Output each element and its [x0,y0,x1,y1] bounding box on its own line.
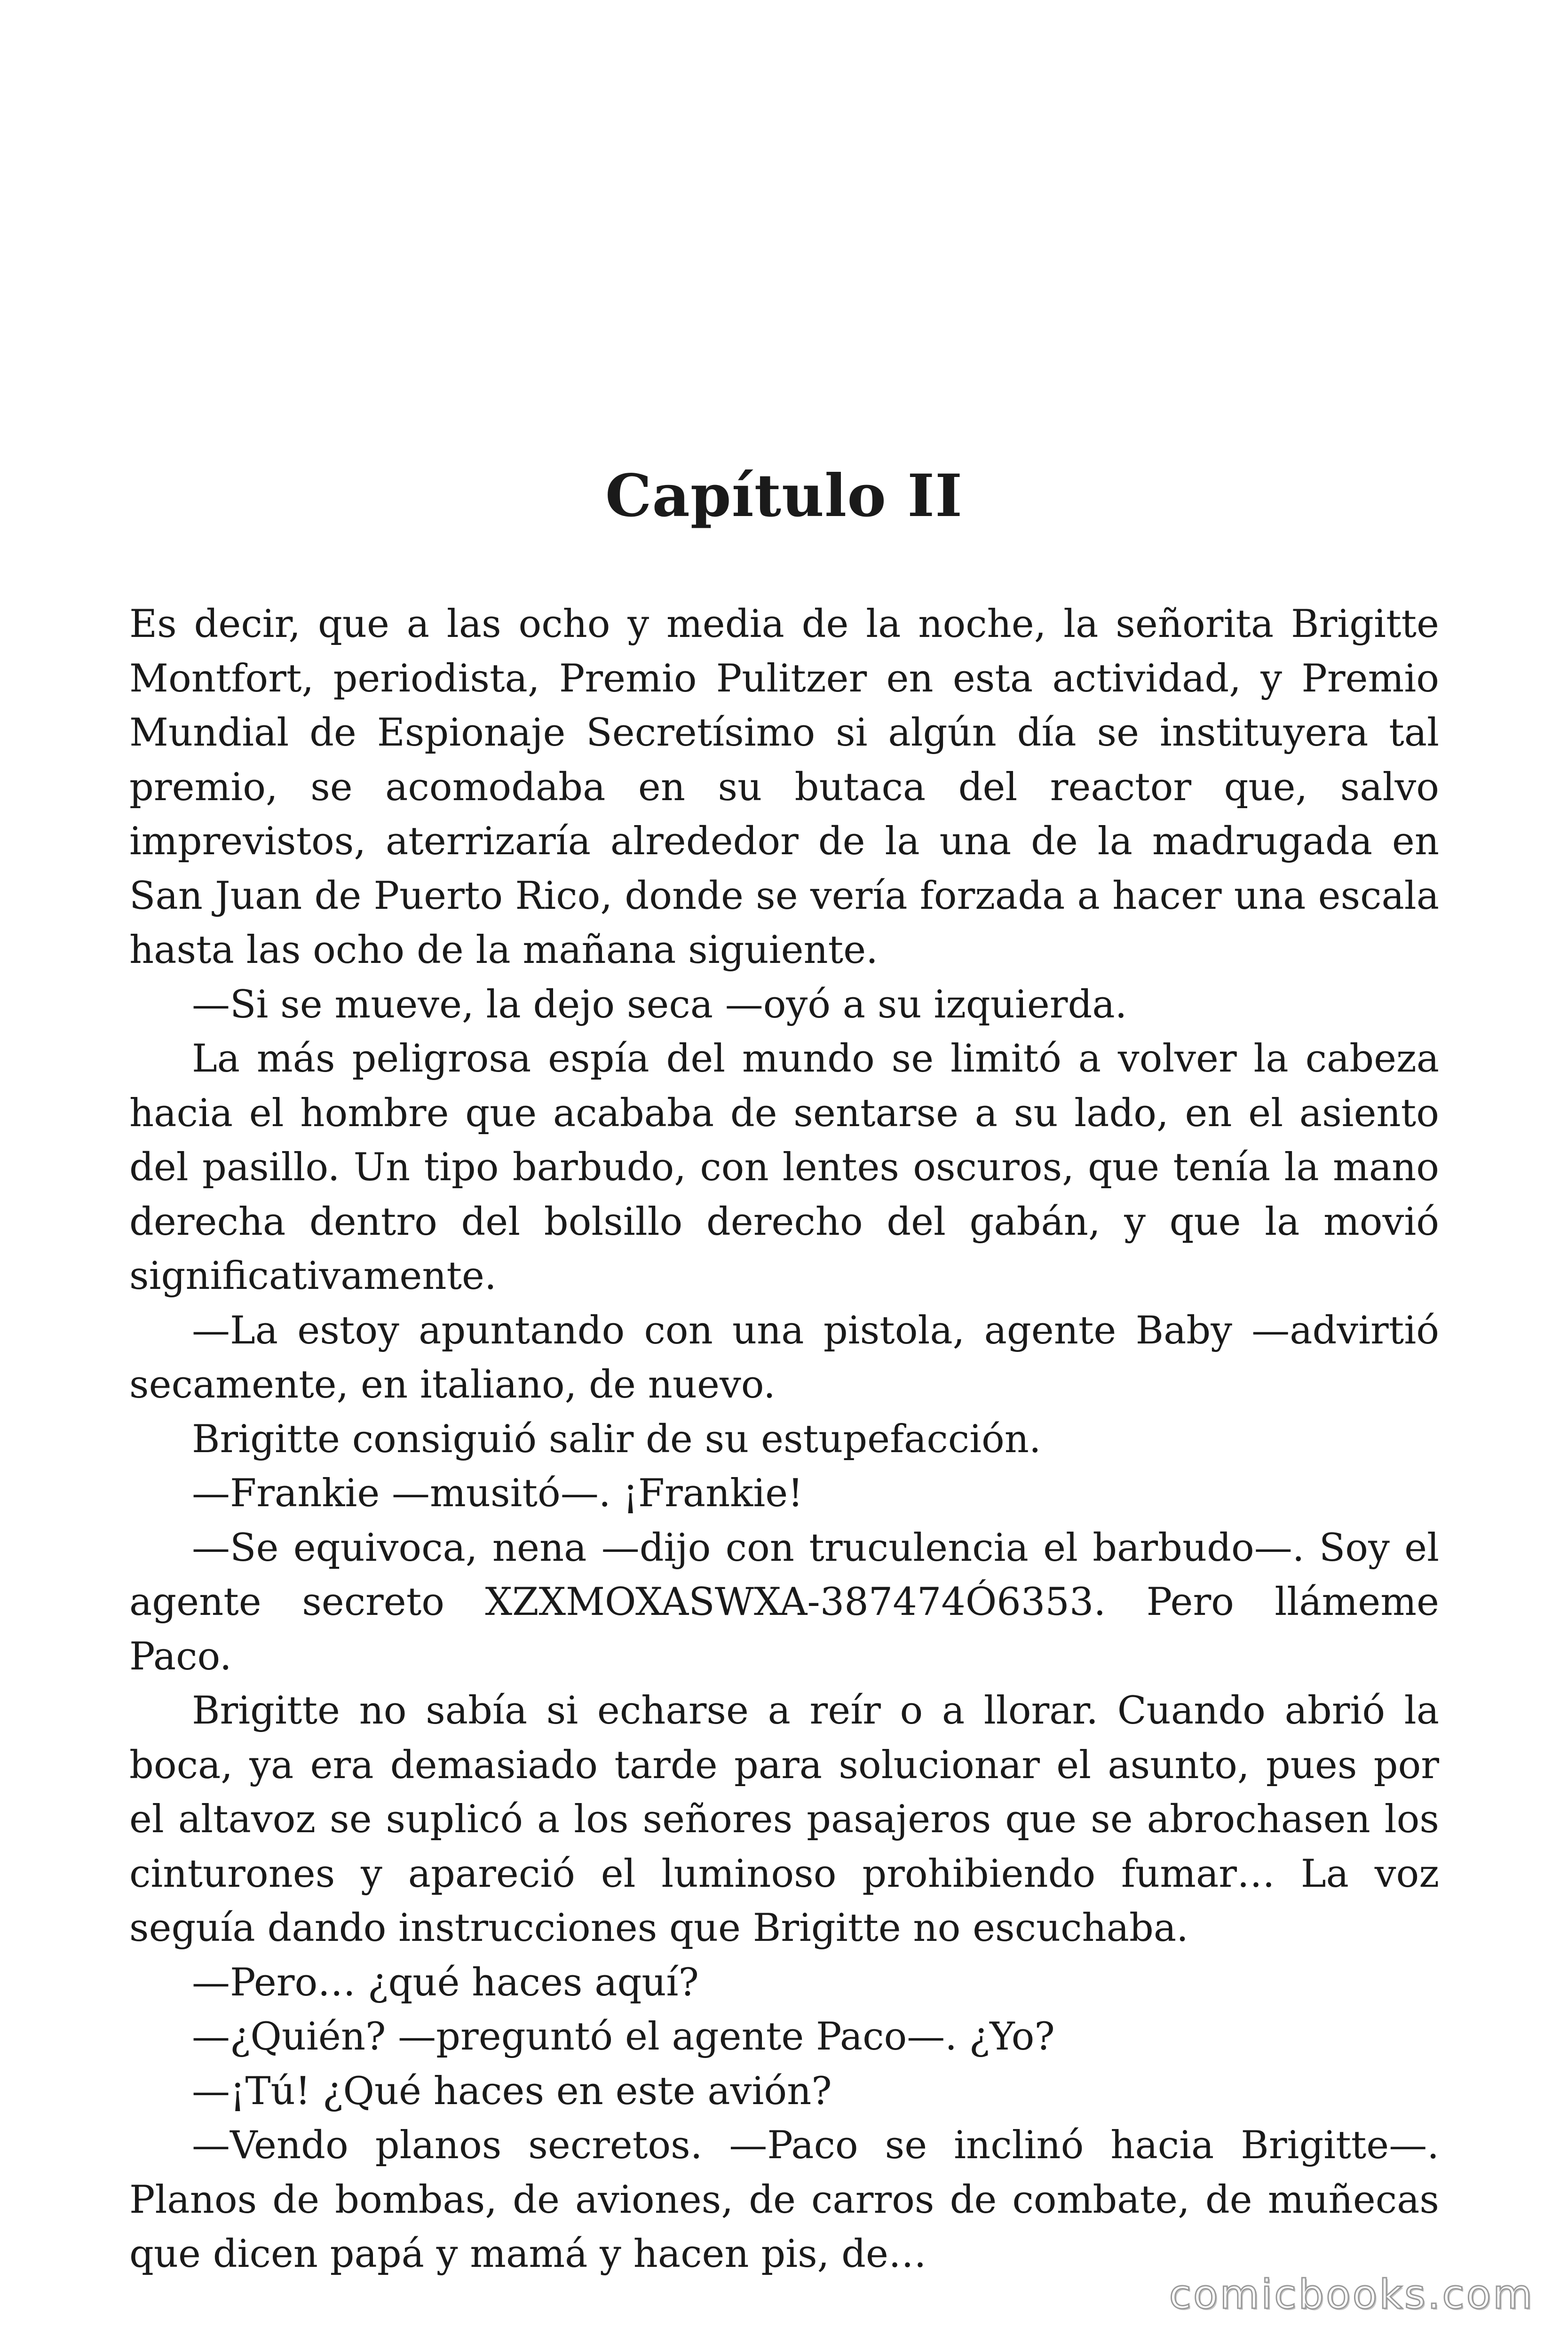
chapter-body [129,597,1439,2282]
watermark: comicbooks.com [1169,2271,1534,2318]
paragraph: —Vendo planos secretos. —Paco se inclinó hacia Brigitte—. Planos de bombas, de aviones, de carros de combate, de muñecas que dicen papá y mamá y hacen pis, de… [129,2123,1439,2276]
paragraph: —¿Quién? —preguntó el agente Paco—. ¿Yo? [192,2015,1055,2059]
paragraph: La más peligrosa espía del mundo se limitó a volver la cabeza hacia el hombre que acababa de sentarse a su lado, en el asiento del pasillo. Un tipo barbudo, con lentes oscuros, que tenía la mano derecha dentro del bolsillo derecho del gabán, y que la movió significativamente. [129,1037,1439,1298]
paragraph: Es decir, que a las ocho y media de la noche, la señorita Brigitte Montfort, periodista, Premio Pulitzer en esta actividad, y Premio Mundial de Espionaje Secretísimo si algún día se instituyera tal premio, se acomodaba en su butaca del reactor que, salvo imprevistos, aterrizaría alrededor de la una de la madrugada en San Juan de Puerto Rico, donde se vería forzada a hacer una escala hasta las ocho de la mañana siguiente. [129,602,1439,972]
paragraph: —Se equivoca, nena —dijo con truculencia el barbudo—. Soy el agente secreto XZXMOXASWXA-387474Ó6353. Pero llámeme Paco. [129,1526,1439,1679]
paragraph: —Si se mueve, la dejo seca —oyó a su izquierda. [192,982,1127,1027]
chapter-title: Capítulo II [605,462,963,530]
paragraph: —Pero… ¿qué haces aquí? [192,1960,699,2005]
paragraph: —¡Tú! ¿Qué haces en este avión? [192,2069,832,2114]
paragraph: Brigitte no sabía si echarse a reír o a llorar. Cuando abrió la boca, ya era demasiado tarde para solucionar el asunto, pues por el altavoz se suplicó a los señores pasajeros que se abrochasen los cinturones y apareció el luminoso prohibiendo fumar… La voz seguía dando instrucciones que Brigitte no escuchaba. [129,1689,1439,1950]
paragraph: Brigitte consiguió salir de su estupefacción. [192,1417,1041,1462]
paragraph: —Frankie —musitó—. ¡Frankie! [192,1471,803,1516]
paragraph: —La estoy apuntando con una pistola, agente Baby —advirtió secamente, en italiano, de nuevo. [129,1308,1439,1407]
